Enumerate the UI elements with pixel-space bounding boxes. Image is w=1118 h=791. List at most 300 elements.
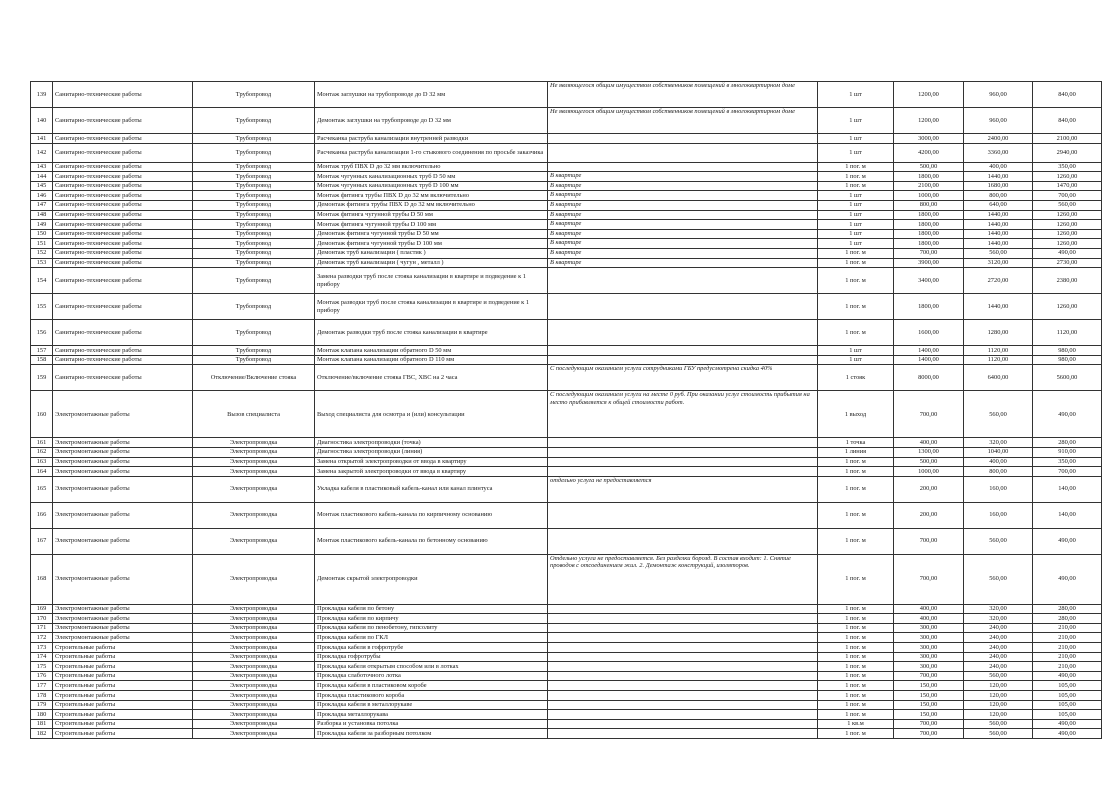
service-name: Прокладка кабеля открытым способом или в лотках: [315, 662, 548, 672]
service-note: [548, 604, 818, 614]
unit-of-measure: 1 пог. м: [818, 554, 894, 604]
service-note: [548, 681, 818, 691]
work-subcategory: Электропроводка: [193, 623, 315, 633]
row-number: 166: [31, 502, 53, 528]
unit-of-measure: 1 стояк: [818, 365, 894, 391]
price-discount-1: 240,00: [964, 652, 1033, 662]
service-name: Укладка кабеля в пластиковый кабель-канал или канал плинтуса: [315, 476, 548, 502]
price-full: 1400,00: [894, 346, 964, 356]
row-number: 159: [31, 365, 53, 391]
service-name: Отключение/включение стояка ГВС, ХВС на 2 часа: [315, 365, 548, 391]
table-row: [31, 700, 1102, 710]
price-discount-2: 140,00: [1033, 476, 1102, 502]
work-category: Санитарно-технические работы: [53, 210, 193, 220]
work-category: Строительные работы: [53, 662, 193, 672]
unit-of-measure: 1 пог. м: [818, 681, 894, 691]
price-list-document: [30, 81, 1101, 739]
service-name: Прокладка кабеля по ГКЛ: [315, 633, 548, 643]
table-row: [31, 248, 1102, 258]
service-name: Замена открытой электропроводки от ввода в квартиру: [315, 457, 548, 467]
work-subcategory: Трубопровод: [193, 162, 315, 172]
price-discount-1: 2400,00: [964, 134, 1033, 144]
unit-of-measure: 1 шт: [818, 200, 894, 210]
price-discount-1: 560,00: [964, 554, 1033, 604]
price-discount-1: 800,00: [964, 467, 1033, 477]
work-category: Санитарно-технические работы: [53, 172, 193, 182]
price-discount-2: 910,00: [1033, 447, 1102, 457]
work-subcategory: Отключение/Включение стояка: [193, 365, 315, 391]
table-row: [31, 457, 1102, 467]
table-row: [31, 710, 1102, 720]
work-category: Строительные работы: [53, 671, 193, 681]
service-note: [548, 633, 818, 643]
service-note: [548, 467, 818, 477]
row-number: 180: [31, 710, 53, 720]
row-number: 145: [31, 181, 53, 191]
price-discount-2: 1260,00: [1033, 172, 1102, 182]
price-discount-1: 2720,00: [964, 268, 1033, 294]
work-category: Санитарно-технические работы: [53, 82, 193, 108]
price-full: 4200,00: [894, 143, 964, 162]
price-discount-1: 120,00: [964, 700, 1033, 710]
work-category: Санитарно-технические работы: [53, 346, 193, 356]
unit-of-measure: 1 шт: [818, 229, 894, 239]
price-full: 3400,00: [894, 268, 964, 294]
service-name: Демонтаж труб канализации ( пластик ): [315, 248, 548, 258]
price-discount-1: 120,00: [964, 710, 1033, 720]
work-subcategory: Электропроводка: [193, 604, 315, 614]
price-discount-1: 120,00: [964, 681, 1033, 691]
work-category: Санитарно-технические работы: [53, 294, 193, 320]
unit-of-measure: 1 пог. м: [818, 181, 894, 191]
service-note: Не являющегося общим имуществом собственников помещений в многоквартирном доме: [548, 82, 818, 108]
price-discount-2: 1260,00: [1033, 229, 1102, 239]
service-note: [548, 294, 818, 320]
work-subcategory: Электропроводка: [193, 719, 315, 729]
service-note: [548, 346, 818, 356]
service-name: Монтаж клапана канализации обратного D 50 мм: [315, 346, 548, 356]
unit-of-measure: 1 пог. м: [818, 320, 894, 346]
unit-of-measure: 1 пог. м: [818, 294, 894, 320]
price-full: 400,00: [894, 614, 964, 624]
price-discount-1: 240,00: [964, 662, 1033, 672]
service-name: Прокладка кабеля в металлорукаве: [315, 700, 548, 710]
service-note: [548, 729, 818, 739]
table-row: [31, 729, 1102, 739]
work-subcategory: Электропроводка: [193, 691, 315, 701]
price-full: 500,00: [894, 457, 964, 467]
unit-of-measure: 1 пог. м: [818, 528, 894, 554]
price-discount-2: 490,00: [1033, 671, 1102, 681]
row-number: 143: [31, 162, 53, 172]
price-discount-1: 320,00: [964, 438, 1033, 448]
service-name: Прокладка кабеля в пластиковом коробе: [315, 681, 548, 691]
work-category: Санитарно-технические работы: [53, 134, 193, 144]
price-discount-1: 400,00: [964, 457, 1033, 467]
unit-of-measure: 1 пог. м: [818, 614, 894, 624]
work-category: Строительные работы: [53, 643, 193, 653]
row-number: 167: [31, 528, 53, 554]
service-note: [548, 134, 818, 144]
table-row: [31, 268, 1102, 294]
price-discount-1: 560,00: [964, 729, 1033, 739]
price-full: 150,00: [894, 681, 964, 691]
row-number: 177: [31, 681, 53, 691]
price-discount-2: 210,00: [1033, 633, 1102, 643]
price-full: 300,00: [894, 623, 964, 633]
unit-of-measure: 1 пог. м: [818, 172, 894, 182]
row-number: 151: [31, 239, 53, 249]
unit-of-measure: 1 пог. м: [818, 652, 894, 662]
work-category: Санитарно-технические работы: [53, 248, 193, 258]
service-name: Демонтаж скрытой электропроводки: [315, 554, 548, 604]
table-row: [31, 82, 1102, 108]
table-row: [31, 502, 1102, 528]
service-note: [548, 719, 818, 729]
price-discount-1: 160,00: [964, 476, 1033, 502]
price-discount-1: 1280,00: [964, 320, 1033, 346]
work-subcategory: Электропроводка: [193, 457, 315, 467]
table-row: [31, 554, 1102, 604]
service-name: Демонтаж разводки труб после стояка канализации в квартире: [315, 320, 548, 346]
table-row: [31, 258, 1102, 268]
work-subcategory: Трубопровод: [193, 134, 315, 144]
price-full: 500,00: [894, 162, 964, 172]
unit-of-measure: 1 шт: [818, 346, 894, 356]
service-note: [548, 162, 818, 172]
work-category: Электромонтажные работы: [53, 502, 193, 528]
price-full: 150,00: [894, 691, 964, 701]
price-discount-2: 700,00: [1033, 467, 1102, 477]
table-row: [31, 239, 1102, 249]
price-full: 1800,00: [894, 172, 964, 182]
price-full: 2100,00: [894, 181, 964, 191]
price-full: 300,00: [894, 643, 964, 653]
service-note: [548, 268, 818, 294]
table-row: [31, 355, 1102, 365]
work-category: Строительные работы: [53, 681, 193, 691]
price-full: 300,00: [894, 662, 964, 672]
work-subcategory: Электропроводка: [193, 671, 315, 681]
work-subcategory: Электропроводка: [193, 614, 315, 624]
price-discount-2: 210,00: [1033, 623, 1102, 633]
price-discount-2: 210,00: [1033, 652, 1102, 662]
service-note: В квартире: [548, 239, 818, 249]
row-number: 181: [31, 719, 53, 729]
service-note: Не являющегося общим имуществом собственников помещений в многоквартирном доме: [548, 108, 818, 134]
table-row: [31, 691, 1102, 701]
price-full: 700,00: [894, 729, 964, 739]
service-name: Демонтаж фитинга чугунной трубы D 100 мм: [315, 239, 548, 249]
table-row: [31, 662, 1102, 672]
table-row: [31, 191, 1102, 201]
price-discount-2: 1260,00: [1033, 220, 1102, 230]
price-discount-2: 700,00: [1033, 191, 1102, 201]
service-name: Прокладка пластикового короба: [315, 691, 548, 701]
price-discount-2: 840,00: [1033, 108, 1102, 134]
unit-of-measure: 1 шт: [818, 134, 894, 144]
service-name: Выход специалиста для осмотра и (или) консультации: [315, 391, 548, 438]
price-discount-2: 840,00: [1033, 82, 1102, 108]
work-category: Строительные работы: [53, 700, 193, 710]
row-number: 148: [31, 210, 53, 220]
row-number: 172: [31, 633, 53, 643]
work-category: Санитарно-технические работы: [53, 108, 193, 134]
row-number: 150: [31, 229, 53, 239]
price-discount-2: 1260,00: [1033, 239, 1102, 249]
work-subcategory: Трубопровод: [193, 220, 315, 230]
price-full: 1000,00: [894, 191, 964, 201]
service-note: В квартире: [548, 258, 818, 268]
service-note: [548, 691, 818, 701]
service-note: [548, 502, 818, 528]
work-subcategory: Трубопровод: [193, 82, 315, 108]
work-category: Электромонтажные работы: [53, 554, 193, 604]
row-number: 176: [31, 671, 53, 681]
work-category: Электромонтажные работы: [53, 633, 193, 643]
service-name: Прокладка кабеля по бетону: [315, 604, 548, 614]
work-subcategory: Электропроводка: [193, 633, 315, 643]
table-row: [31, 467, 1102, 477]
row-number: 149: [31, 220, 53, 230]
work-category: Строительные работы: [53, 652, 193, 662]
row-number: 157: [31, 346, 53, 356]
price-full: 1000,00: [894, 467, 964, 477]
price-discount-2: 980,00: [1033, 355, 1102, 365]
price-discount-2: 105,00: [1033, 700, 1102, 710]
price-full: 3000,00: [894, 134, 964, 144]
row-number: 182: [31, 729, 53, 739]
table-row: [31, 391, 1102, 438]
table-row: [31, 162, 1102, 172]
work-category: Санитарно-технические работы: [53, 162, 193, 172]
price-full: 700,00: [894, 719, 964, 729]
price-discount-2: 490,00: [1033, 554, 1102, 604]
service-note: [548, 447, 818, 457]
unit-of-measure: 1 шт: [818, 108, 894, 134]
price-discount-1: 6400,00: [964, 365, 1033, 391]
price-discount-2: 2940,00: [1033, 143, 1102, 162]
table-row: [31, 643, 1102, 653]
row-number: 170: [31, 614, 53, 624]
price-discount-2: 490,00: [1033, 528, 1102, 554]
unit-of-measure: 1 пог. м: [818, 604, 894, 614]
work-category: Санитарно-технические работы: [53, 143, 193, 162]
service-note: В квартире: [548, 200, 818, 210]
price-discount-1: 240,00: [964, 633, 1033, 643]
price-discount-1: 240,00: [964, 643, 1033, 653]
service-name: Монтаж фитинга чугунной трубы D 100 мм: [315, 220, 548, 230]
work-category: Санитарно-технические работы: [53, 191, 193, 201]
price-full: 800,00: [894, 200, 964, 210]
service-note: [548, 355, 818, 365]
row-number: 171: [31, 623, 53, 633]
row-number: 146: [31, 191, 53, 201]
work-category: Строительные работы: [53, 691, 193, 701]
table-row: [31, 528, 1102, 554]
work-subcategory: Электропроводка: [193, 681, 315, 691]
work-subcategory: Трубопровод: [193, 108, 315, 134]
row-number: 175: [31, 662, 53, 672]
table-row: [31, 229, 1102, 239]
work-subcategory: Электропроводка: [193, 447, 315, 457]
price-discount-2: 1260,00: [1033, 210, 1102, 220]
work-category: Строительные работы: [53, 719, 193, 729]
work-subcategory: Трубопровод: [193, 200, 315, 210]
table-row: [31, 614, 1102, 624]
row-number: 168: [31, 554, 53, 604]
price-discount-1: 1120,00: [964, 355, 1033, 365]
service-note: В квартире: [548, 172, 818, 182]
price-discount-1: 560,00: [964, 719, 1033, 729]
service-note: [548, 457, 818, 467]
work-category: Санитарно-технические работы: [53, 181, 193, 191]
work-category: Электромонтажные работы: [53, 476, 193, 502]
service-name: Замена закрытой электропроводки от ввода в квартиру: [315, 467, 548, 477]
unit-of-measure: 1 пог. м: [818, 691, 894, 701]
work-category: Электромонтажные работы: [53, 391, 193, 438]
price-discount-2: 105,00: [1033, 710, 1102, 720]
unit-of-measure: 1 пог. м: [818, 700, 894, 710]
row-number: 163: [31, 457, 53, 467]
work-category: Электромонтажные работы: [53, 457, 193, 467]
price-discount-1: 960,00: [964, 82, 1033, 108]
price-discount-2: 2380,00: [1033, 268, 1102, 294]
work-subcategory: Электропроводка: [193, 554, 315, 604]
work-subcategory: Трубопровод: [193, 172, 315, 182]
service-note: [548, 671, 818, 681]
price-full: 300,00: [894, 633, 964, 643]
price-discount-1: 400,00: [964, 162, 1033, 172]
price-discount-2: 210,00: [1033, 662, 1102, 672]
work-subcategory: Электропроводка: [193, 700, 315, 710]
price-discount-1: 1440,00: [964, 294, 1033, 320]
unit-of-measure: 1 шт: [818, 355, 894, 365]
price-full: 1400,00: [894, 355, 964, 365]
work-category: Санитарно-технические работы: [53, 200, 193, 210]
unit-of-measure: 1 шт: [818, 220, 894, 230]
service-note: [548, 623, 818, 633]
unit-of-measure: 1 точка: [818, 438, 894, 448]
row-number: 173: [31, 643, 53, 653]
unit-of-measure: 1 пог. м: [818, 710, 894, 720]
table-row: [31, 671, 1102, 681]
price-full: 1800,00: [894, 229, 964, 239]
price-discount-1: 640,00: [964, 200, 1033, 210]
row-number: 155: [31, 294, 53, 320]
row-number: 158: [31, 355, 53, 365]
unit-of-measure: 1 пог. м: [818, 643, 894, 653]
unit-of-measure: 1 шт: [818, 191, 894, 201]
row-number: 141: [31, 134, 53, 144]
work-category: Санитарно-технические работы: [53, 355, 193, 365]
work-subcategory: Трубопровод: [193, 294, 315, 320]
unit-of-measure: 1 пог. м: [818, 476, 894, 502]
price-discount-1: 320,00: [964, 604, 1033, 614]
price-discount-1: 3120,00: [964, 258, 1033, 268]
service-name: Демонтаж труб канализации ( чугун , металл ): [315, 258, 548, 268]
price-discount-2: 560,00: [1033, 200, 1102, 210]
service-name: Демонтаж фитинга чугунной трубы D 50 мм: [315, 229, 548, 239]
unit-of-measure: 1 пог. м: [818, 633, 894, 643]
work-category: Электромонтажные работы: [53, 467, 193, 477]
work-category: Строительные работы: [53, 710, 193, 720]
unit-of-measure: 1 пог. м: [818, 268, 894, 294]
price-discount-2: 490,00: [1033, 248, 1102, 258]
service-note: В квартире: [548, 248, 818, 258]
work-subcategory: Электропроводка: [193, 643, 315, 653]
service-name: Прокладка металлорукава: [315, 710, 548, 720]
work-subcategory: Трубопровод: [193, 210, 315, 220]
unit-of-measure: 1 пог. м: [818, 671, 894, 681]
work-subcategory: Электропроводка: [193, 467, 315, 477]
price-discount-1: 320,00: [964, 614, 1033, 624]
price-discount-1: 1440,00: [964, 229, 1033, 239]
service-name: Разборка и установка потолка: [315, 719, 548, 729]
price-full: 150,00: [894, 700, 964, 710]
table-row: [31, 143, 1102, 162]
service-name: Прокладка кабеля по пенобетону, гипсолиту: [315, 623, 548, 633]
service-note: В квартире: [548, 229, 818, 239]
price-discount-2: 2100,00: [1033, 134, 1102, 144]
unit-of-measure: 1 пог. м: [818, 502, 894, 528]
price-discount-2: 140,00: [1033, 502, 1102, 528]
service-name: Расчеканка раструба канализации 1-го стыкового соединения по просьбе заказчика: [315, 143, 548, 162]
row-number: 154: [31, 268, 53, 294]
price-discount-2: 350,00: [1033, 457, 1102, 467]
unit-of-measure: 1 пог. м: [818, 457, 894, 467]
service-name: Прокладка кабеля за разборным потолком: [315, 729, 548, 739]
price-full: 1800,00: [894, 210, 964, 220]
price-discount-2: 5600,00: [1033, 365, 1102, 391]
unit-of-measure: 1 шт: [818, 82, 894, 108]
price-discount-1: 1120,00: [964, 346, 1033, 356]
service-note: В квартире: [548, 220, 818, 230]
price-full: 1300,00: [894, 447, 964, 457]
price-discount-2: 350,00: [1033, 162, 1102, 172]
work-subcategory: Вызов специалиста: [193, 391, 315, 438]
service-note: [548, 614, 818, 624]
price-full: 700,00: [894, 248, 964, 258]
service-name: Прокладка гофротрубы: [315, 652, 548, 662]
table-row: [31, 438, 1102, 448]
unit-of-measure: 1 шт: [818, 210, 894, 220]
service-note: [548, 143, 818, 162]
work-subcategory: Электропроводка: [193, 528, 315, 554]
price-discount-2: 280,00: [1033, 604, 1102, 614]
work-category: Санитарно-технические работы: [53, 268, 193, 294]
row-number: 164: [31, 467, 53, 477]
work-subcategory: Трубопровод: [193, 355, 315, 365]
service-name: Монтаж чугунных канализационных труб D 100 мм: [315, 181, 548, 191]
work-category: Электромонтажные работы: [53, 438, 193, 448]
service-name: Прокладка кабеля по кирпичу: [315, 614, 548, 624]
work-subcategory: Электропроводка: [193, 476, 315, 502]
service-note: отдельно услуга не предоставляется: [548, 476, 818, 502]
price-discount-2: 1470,00: [1033, 181, 1102, 191]
work-category: Санитарно-технические работы: [53, 258, 193, 268]
work-category: Строительные работы: [53, 729, 193, 739]
row-number: 153: [31, 258, 53, 268]
table-row: [31, 134, 1102, 144]
row-number: 161: [31, 438, 53, 448]
price-discount-1: 560,00: [964, 248, 1033, 258]
price-discount-1: 1440,00: [964, 239, 1033, 249]
table-row: [31, 220, 1102, 230]
table-row: [31, 108, 1102, 134]
service-name: Монтаж клапана канализации обратного D 110 мм: [315, 355, 548, 365]
row-number: 144: [31, 172, 53, 182]
